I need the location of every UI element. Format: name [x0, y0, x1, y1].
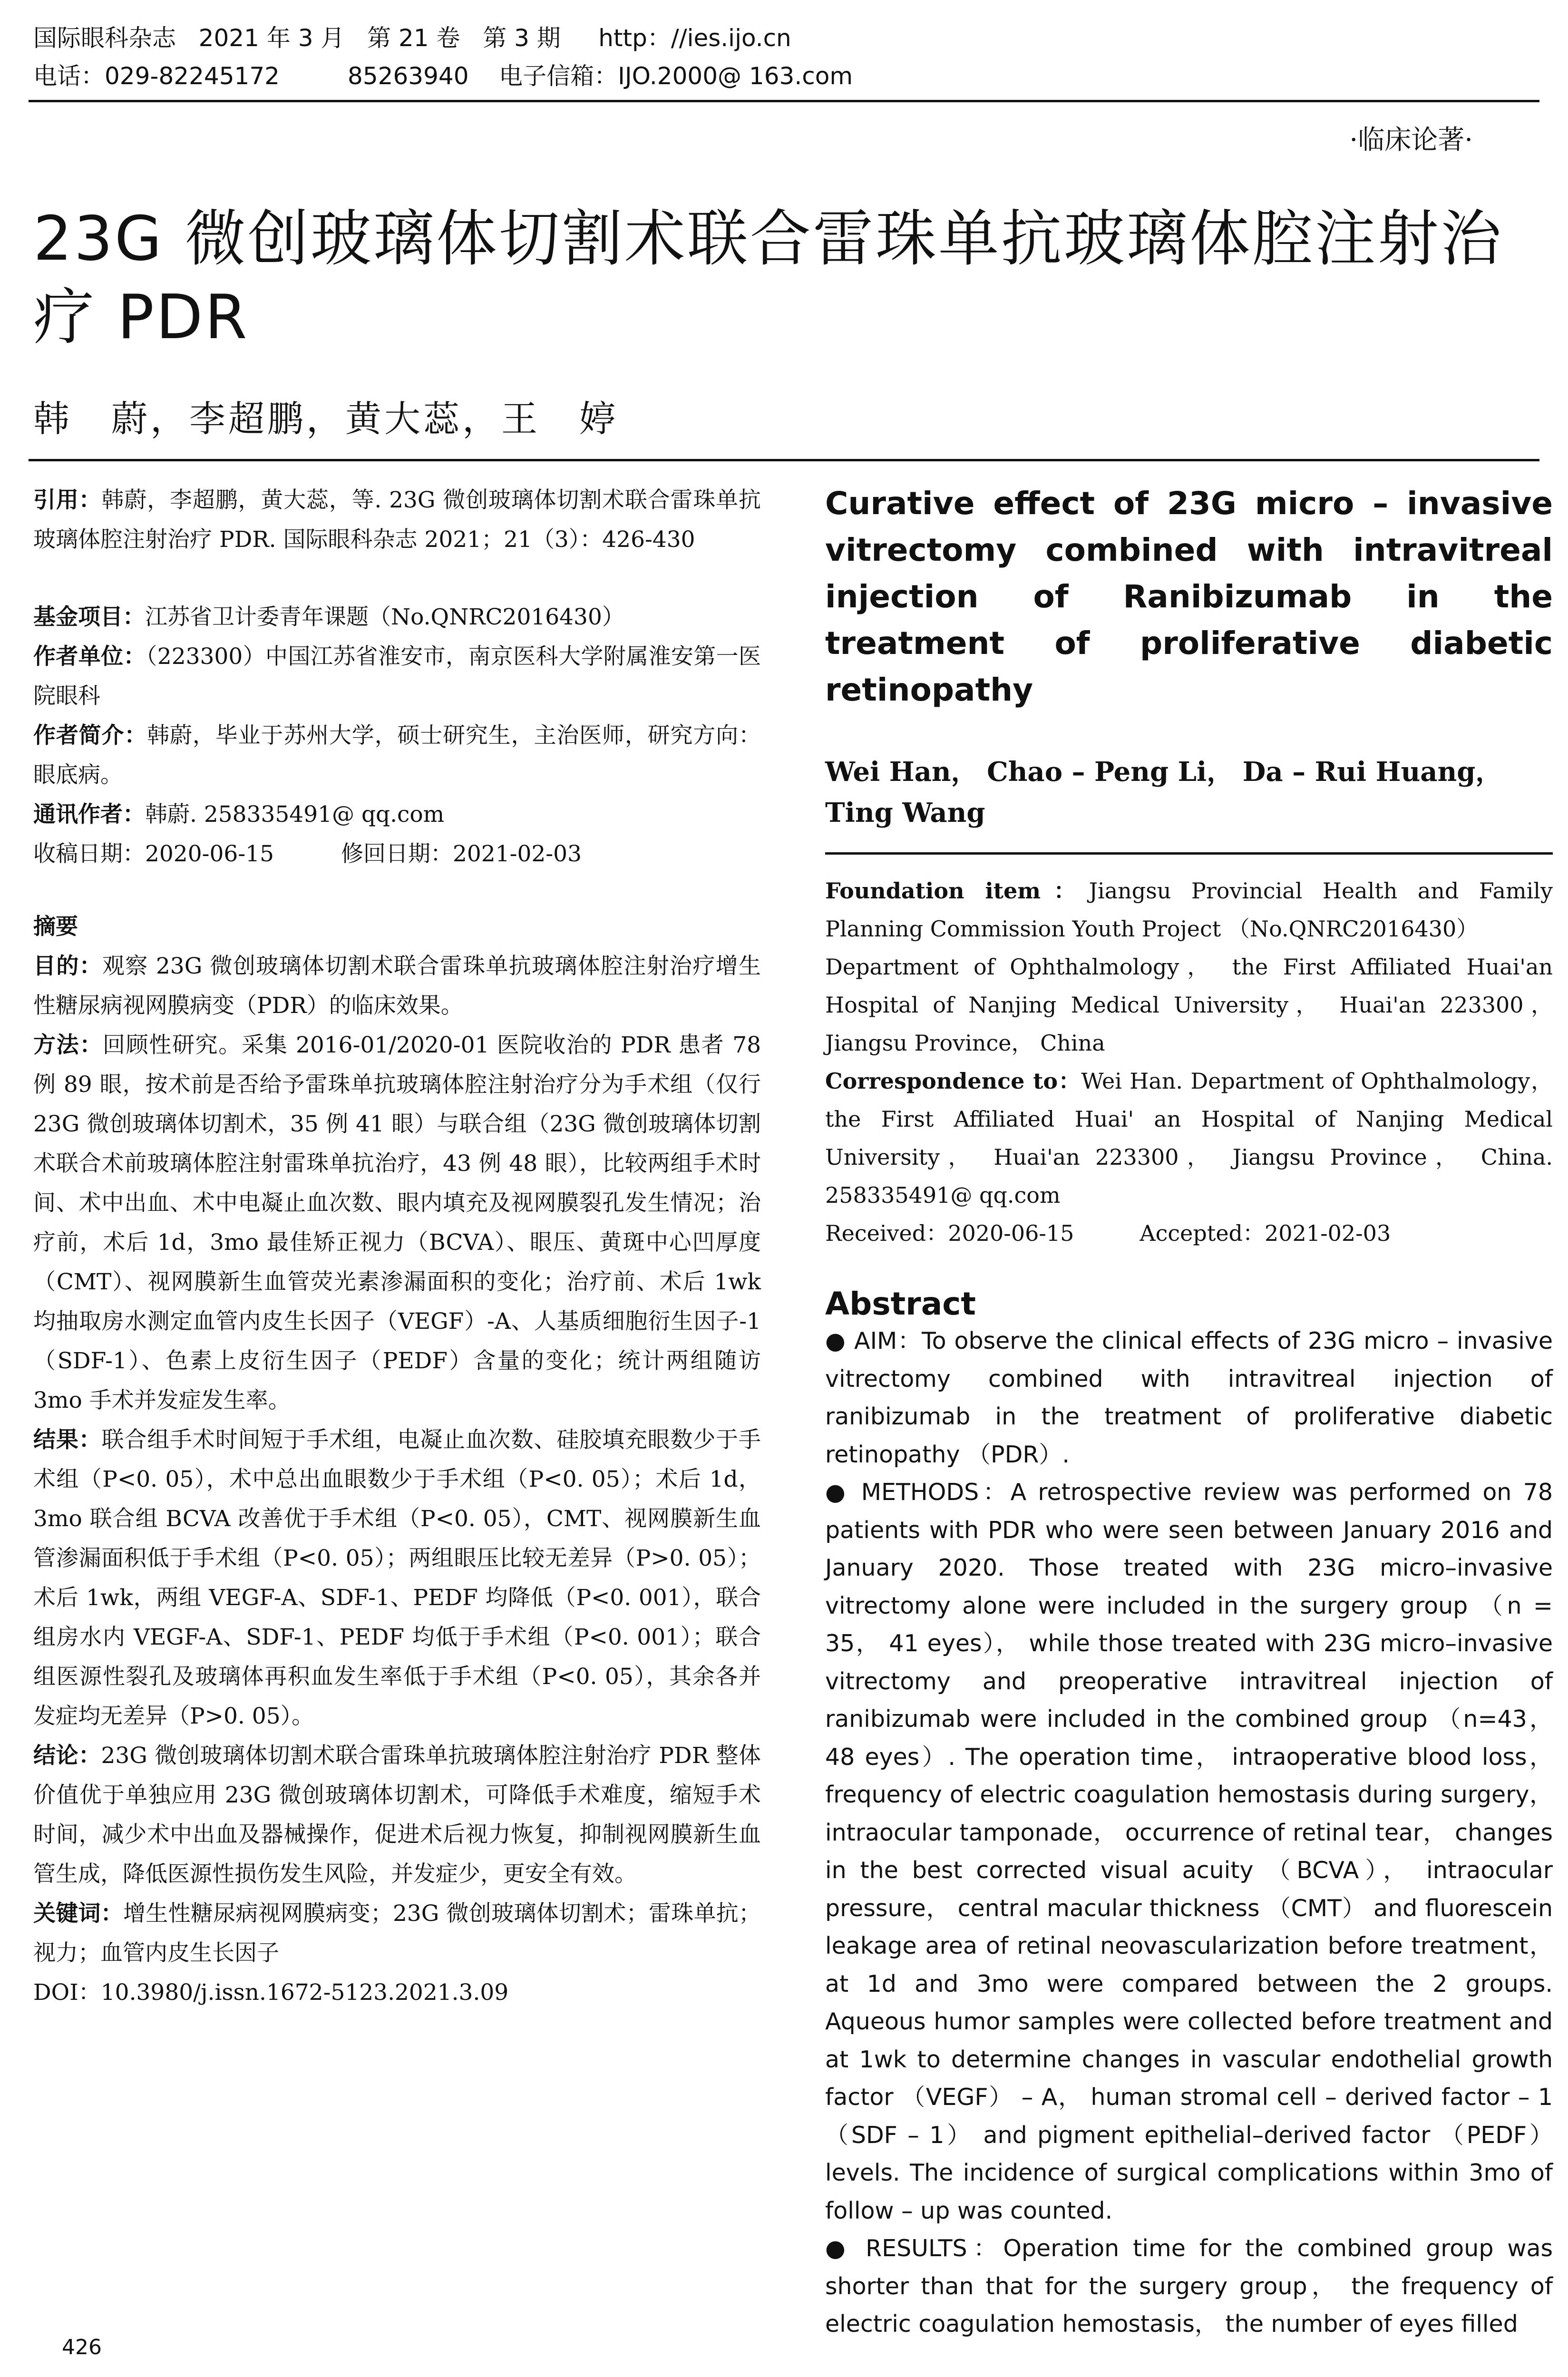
keywords-label-cn: 关键词： — [33, 1900, 124, 1927]
conclusion-label-cn: 结论： — [33, 1743, 101, 1769]
aim-text-cn: 观察 23G 微创玻璃体切割术联合雷珠单抗玻璃体腔注射治疗增生性糖尿病视网膜病变（PDR）的临床效果。 — [33, 953, 761, 1019]
journal-header-line1: 国际眼科杂志 2021 年 3 月 第 21 卷 第 3 期 http：//ies.ijo.cn — [33, 24, 791, 52]
methods-en — [825, 1473, 1553, 2230]
journal-header-line2: 电话：029-82245172 85263940 电子信箱：IJO.2000@ 163.com — [33, 62, 853, 90]
methods-cn — [33, 1025, 761, 1420]
doi: DOI：10.3980/j.issn.1672-5123.2021.3.09 — [33, 1979, 509, 2006]
results-label-cn: 结果： — [33, 1427, 102, 1453]
fund-text: 江苏省卫计委青年课题（No.QNRC2016430） — [145, 604, 624, 630]
article-title: 23G 微创玻璃体切割术联合雷珠单抗玻璃体腔注射治疗 PDR — [33, 204, 1503, 353]
aim-label-en: ● AIM： — [825, 1327, 922, 1354]
foundation-item — [825, 872, 1553, 948]
author-intro — [33, 716, 761, 795]
abstract-heading-cn: 摘要 — [33, 914, 78, 940]
authors-rule — [29, 459, 1539, 461]
correspondence-label: Correspondence to： — [825, 1068, 1081, 1094]
results-cn — [33, 1420, 761, 1736]
english-authors: Wei Han， Chao – Peng Li， Da – Rui Huang， Ting Wang — [825, 756, 1502, 828]
article-authors: 韩 蔚，李超鹏，黄大蕊，王 婷 — [33, 398, 618, 440]
conclusion-text-cn: 23G 微创玻璃体切割术联合雷珠单抗玻璃体腔注射治疗 PDR 整体价值优于单独应用 23G 微创玻璃体切割术，可降低手术难度，缩短手术时间，减少术中出血及器械操作，促进术后视力恢复，抑制视网膜新生血管生成，降低医源性损伤发生风险，并发症少，更安全有效。 — [33, 1743, 761, 1887]
fund-label: 基金项目： — [33, 604, 145, 630]
methods-label-cn: 方法： — [33, 1032, 103, 1058]
foundation-text: Jiangsu Provincial Health and Family Planning Commission Youth Project （No.QNRC2016430） — [825, 878, 1553, 942]
methods-text-cn: 回顾性研究。采集 2016-01/2020-01 医院收治的 PDR 患者 78 例 89 眼，按术前是否给予雷珠单抗玻璃体腔注射治疗分为手术组（仅行 23G 微创玻璃体切割术，35 例 41 眼）与联合组（23G 微创玻璃体切割术联合术前玻璃体腔注射雷珠单抗治疗，43 例 48 眼），比较两组手术时间、术中出血、术中电凝止血次数、眼内填充及视网膜裂孔发生情况；治疗前，术后 1d，3mo 最佳矫正视力（BCVA）、眼压、黄斑中心凹厚度（CMT）、视网膜新生血管荧光素渗漏面积的变化；治疗前、术后 1wk 均抽取房水测定血管内皮生长因子（VEGF）-A、人基质细胞衍生因子-1（SDF-1）、色素上皮衍生因子（PEDF）含量的变化；统计两组随访 3mo 手术并发症发生率。 — [33, 1032, 761, 1413]
aim-en — [825, 1322, 1553, 1473]
english-title: Curative effect of 23G micro – invasive vitrectomy combined with intravitreal injection of Ranibizumab in the treatment of proliferative diabetic retinopathy — [825, 485, 1553, 708]
section-tag: ·临床论著· — [1349, 125, 1473, 156]
unit-text: （223300）中国江苏省淮安市，南京医科大学附属淮安第一医院眼科 — [33, 643, 761, 709]
results-label-en: ● RESULTS： — [825, 2235, 1003, 2262]
corr-text: 韩蔚. 258335491@ qq.com — [145, 801, 445, 828]
aim-text-en: To observe the clinical effects of 23G micro – invasive vitrectomy combined with intravitreal injection of ranibizumab in the treatment of proliferative diabetic retinopathy （PDR）. — [825, 1327, 1553, 1468]
keywords-cn — [33, 1894, 761, 1973]
conclusion-cn — [33, 1736, 761, 1894]
intro-text: 韩蔚，毕业于苏州大学，硕士研究生，主治医师，研究方向：眼底病。 — [33, 722, 761, 788]
department: Department of Ophthalmology， the First Affiliated Huai'an Hospital of Nanjing Medical University， Huai'an 223300， Jiangsu Province， China — [825, 954, 1553, 1056]
results-text-en: Operation time for the combined group was shorter than that for the surgery group， the frequency of electric coagulation hemostasis， the number of eyes filled — [825, 2235, 1553, 2338]
citation-label: 引用： — [33, 487, 102, 513]
received-accepted: Received：2020-06-15 Accepted：2021-02-03 — [825, 1220, 1391, 1246]
foundation-label: Foundation item： — [825, 878, 1089, 904]
left-column — [33, 480, 761, 2012]
results-text-cn: 联合组手术时间短于手术组，电凝止血次数、硅胶填充眼数少于手术组（P<0. 05），术中总出血眼数少于手术组（P<0. 05）；术后 1d，3mo 联合组 BCVA 改善优于手术组（P<0. 05），CMT、视网膜新生血管渗漏面积低于手术组（P<0. 05）；两组眼压比较无差异（P>0. 05）；术后 1wk，两组 VEGF-A、SDF-1、PEDF 均降低（P<0. 001），联合组房水内 VEGF-A、SDF-1、PEDF 均低于手术组（P<0. 001）；联合组医源性裂孔及玻璃体再积血发生率低于手术组（P<0. 05），其余各并发症均无差异（P>0. 05）。 — [33, 1427, 761, 1729]
dates: 收稿日期：2020-06-15 修回日期：2021-02-03 — [33, 841, 582, 867]
aim-label-cn: 目的： — [33, 953, 102, 979]
methods-text-en: A retrospective review was performed on 78 patients with PDR who were seen between January 2016 and January 2020. Those treated with 23G micro–invasive vitrectomy alone were included in the surgery group （n = 35， 41 eyes）， while those treated with 23G micro–invasive vitrectomy and preoperative intravitreal injection of ranibizumab were included in the combined group （n=43， 48 eyes）. The operation time， intraoperative blood loss， frequency of electric coagulation hemostasis during surgery， intraocular tamponade， occurrence of retinal tear， changes in the best corrected visual acuity （BCVA）， intraocular pressure， central macular thickness （CMT） and fluorescein leakage area of retinal neovascularization before treatment， at 1d and 3mo were compared between the 2 groups. Aqueous humor samples were collected before treatment and at 1wk to determine changes in vascular endothelial growth factor （VEGF） – A， human stromal cell – derived factor – 1 （SDF – 1） and pigment epithelial–derived factor （PEDF） levels. The incidence of surgical complications within 3mo of follow – up was counted. — [825, 1479, 1553, 2224]
page-number: 426 — [62, 2335, 102, 2359]
intro-label: 作者简介： — [33, 722, 147, 749]
author-unit — [33, 637, 761, 716]
corr-label: 通讯作者： — [33, 801, 145, 828]
keywords-text-cn: 增生性糖尿病视网膜病变；23G 微创玻璃体切割术；雷珠单抗；视力；血管内皮生长因子 — [33, 1900, 761, 1966]
results-en — [825, 2230, 1553, 2343]
fund-item — [33, 597, 761, 637]
methods-label-en: ● METHODS： — [825, 1479, 1011, 1506]
correspondence — [825, 1062, 1553, 1214]
corresponding-author — [33, 795, 761, 834]
header-rule — [29, 100, 1539, 102]
correspondence-text: Wei Han. Department of Ophthalmology， the First Affiliated Huai' an Hospital of Nanjing Medical University， Huai'an 223300， Jiangsu Province， China. 258335491@ qq.com — [825, 1068, 1553, 1208]
aim-cn — [33, 946, 761, 1025]
unit-label: 作者单位： — [33, 643, 146, 670]
right-column — [825, 480, 1553, 2343]
citation — [33, 480, 761, 559]
citation-text: 韩蔚，李超鹏，黄大蕊，等. 23G 微创玻璃体切割术联合雷珠单抗玻璃体腔注射治疗 PDR. 国际眼科杂志 2021；21（3）：426-430 — [33, 487, 761, 553]
abstract-heading-en: Abstract — [825, 1286, 976, 1322]
